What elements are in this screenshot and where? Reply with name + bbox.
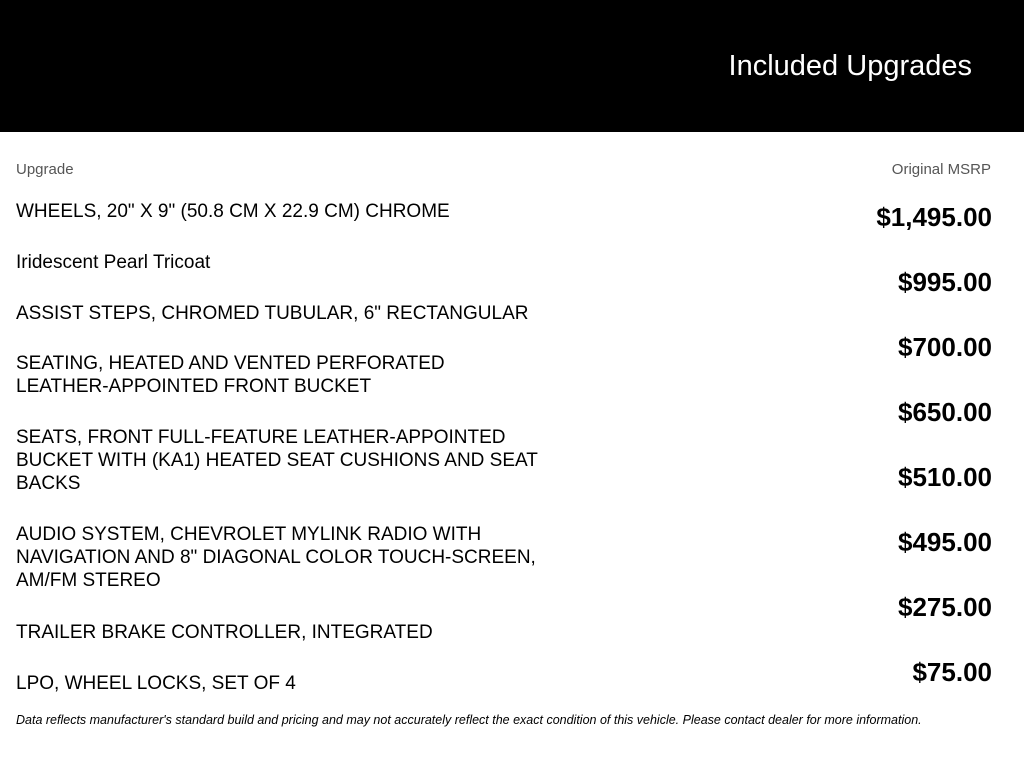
upgrade-price: $650.00 <box>898 397 992 427</box>
upgrade-name: LPO, WHEEL LOCKS, SET OF 4 <box>16 673 296 694</box>
disclaimer-footnote: Data reflects manufacturer's standard build and pricing and may not accurately reflect the exact condition of this vehicle. Please contact dealer for more information. <box>16 713 922 727</box>
upgrade-price: $700.00 <box>898 332 992 362</box>
upgrade-price: $510.00 <box>898 462 992 492</box>
upgrade-name: Iridescent Pearl Tricoat <box>16 252 211 273</box>
upgrade-name: AUDIO SYSTEM, CHEVROLET MYLINK RADIO WITH NAVIGATION AND 8" DIAGONAL COLOR TOUCH-SCREEN, AM/FM STEREO <box>16 524 536 591</box>
upgrade-name: ASSIST STEPS, CHROMED TUBULAR, 6" RECTANGULAR <box>16 303 529 324</box>
upgrade-name: WHEELS, 20" X 9" (50.8 CM X 22.9 CM) CHROME <box>16 201 450 222</box>
upgrade-price: $275.00 <box>898 592 992 622</box>
header-bar <box>0 0 1024 132</box>
upgrade-price: $495.00 <box>898 527 992 557</box>
upgrade-price: $75.00 <box>912 657 992 687</box>
page-title: Included Upgrades <box>728 50 972 82</box>
upgrade-name: SEATING, HEATED AND VENTED PERFORATED LEATHER-APPOINTED FRONT BUCKET <box>16 353 445 397</box>
msrp-column-header: Original MSRP <box>891 161 991 178</box>
upgrade-price: $1,495.00 <box>876 202 992 232</box>
upgrade-name: SEATS, FRONT FULL-FEATURE LEATHER-APPOINTED BUCKET WITH (KA1) HEATED SEAT CUSHIONS AND SEAT BACKS <box>16 427 538 494</box>
upgrade-column-header: Upgrade <box>16 161 74 178</box>
upgrade-price: $995.00 <box>898 267 992 297</box>
upgrade-name: TRAILER BRAKE CONTROLLER, INTEGRATED <box>16 622 433 643</box>
